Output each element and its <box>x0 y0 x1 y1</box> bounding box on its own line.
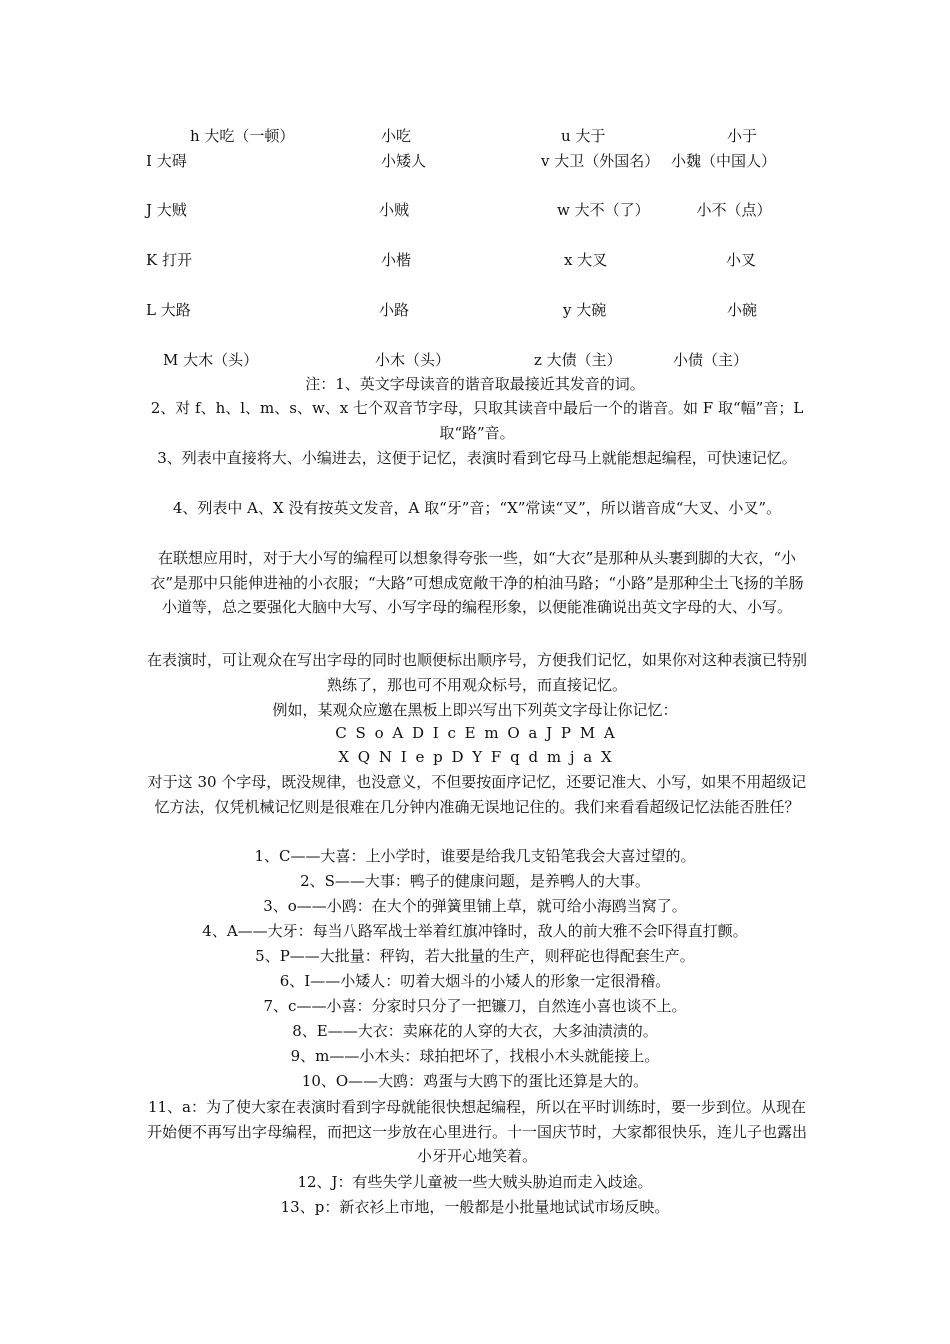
letter-sequence: X Q N I e p D Y F q d m j a X <box>338 748 612 766</box>
table-cell: u 大于 <box>561 127 606 145</box>
note-line: 注：1、英文字母读音的谐音取最接近其发音的词。 <box>305 375 645 393</box>
table-cell: 小不（点） <box>696 201 772 219</box>
list-item: 5、P——大批量：秤钩，若大批量的生产，则秤砣也得配套生产。 <box>255 947 695 965</box>
list-item: 3、o——小鸥：在大个的弹簧里铺上草，就可给小海鸥当窝了。 <box>263 897 687 915</box>
list-item: 10、O——大鸥：鸡蛋与大鸥下的蛋比还算是大的。 <box>301 1072 649 1090</box>
table-cell: 小碗 <box>726 301 758 319</box>
table-cell: v 大卫（外国名） <box>541 152 660 170</box>
table-cell: 小路 <box>379 301 410 319</box>
table-cell: 小楷 <box>381 251 412 269</box>
list-item: 12、J：有些失学儿童被一些大贼头胁迫而走入歧途。 <box>297 1173 653 1191</box>
note-paragraph: 2、对 f、h、l、m、s、w、x 七个双音节字母，只取其读音中最后一个的谐音。如 F 取“幅”音；L 取“路”音。 <box>150 399 804 442</box>
list-item: 4、A——大牙：每当八路军战士举着红旗冲锋时，敌人的前大雅不会吓得直打颤。 <box>202 922 748 940</box>
list-item: 8、E——大衣：卖麻花的人穿的大衣，大多油渍渍的。 <box>292 1022 658 1040</box>
table-cell: 小叉 <box>725 251 757 269</box>
list-item: 2、S——大事：鸭子的健康问题，是养鸭人的大事。 <box>300 872 650 890</box>
table-cell: K 打开 <box>146 251 192 269</box>
table-cell: 小于 <box>726 127 758 145</box>
table-cell: I 大碍 <box>146 152 187 170</box>
table-cell: 小木（头） <box>375 351 451 369</box>
table-cell: 小魏（中国人） <box>671 152 777 170</box>
body-paragraph: 在表演时，可让观众在写出字母的同时也顺便标出顺序号，方便我们记忆，如果你对这种表演已特别熟练了，那也可不用观众标号，而直接记忆。 <box>146 651 807 694</box>
letter-sequence: C S o A D I c E m O a J P M A <box>335 724 615 742</box>
list-item: 6、I——小矮人：叨着大烟斗的小矮人的形象一定很滑稽。 <box>279 972 671 990</box>
table-cell: y 大碗 <box>563 301 607 319</box>
table-cell: 小吃 <box>381 127 412 145</box>
body-paragraph: 在联想应用时，对于大小写的编程可以想象得夸张一些，如“大衣”是那种从头裹到脚的大衣，“小衣”是那中只能伸进袖的小衣服；“大路”可想成宽敞干净的柏油马路；“小路”是那种尘土飞扬的羊肠小道等，总之要强化大脑中大写、小写字母的编程形象，以便能准确说出英文字母的大、小写。 <box>150 549 804 616</box>
note-paragraph: 4、列表中 A、X 没有按英文发音，A 取“牙”音；“X”常读“叉”，所以谐音成“大叉、小叉”。 <box>172 499 782 517</box>
example-line: 例如，某观众应邀在黑板上即兴写出下列英文字母让你记忆： <box>272 701 678 719</box>
table-cell: L 大路 <box>146 301 191 319</box>
table-cell: z 大债（主） <box>534 351 622 369</box>
table-cell: J 大贼 <box>146 201 187 219</box>
body-paragraph: 对于这 30 个字母，既没规律，也没意义，不但要按面序记忆，还要记准大、小写，如果不用超级记忆方法，仅凭机械记忆则是很难在几分钟内准确无误地记住的。我们来看看超级记忆法能否胜任？ <box>147 773 807 816</box>
table-cell: w 大不（了） <box>557 201 650 219</box>
table-cell: x 大叉 <box>564 251 608 269</box>
table-cell: M 大木（头） <box>163 351 259 369</box>
table-cell: h 大吃（一顿） <box>190 127 295 145</box>
note-paragraph: 3、列表中直接将大、小编进去，这便于记忆，表演时看到它母马上就能想起编程，可快速记忆。 <box>157 449 797 467</box>
list-item: 1、C——大喜：上小学时，谁要是给我几支铅笔我会大喜过望的。 <box>254 847 696 865</box>
list-item: 13、p：新衣衫上市地，一般都是小批量地试试市场反映。 <box>280 1198 670 1216</box>
list-item: 7、c——小喜：分家时只分了一把镰刀，自然连小喜也谈不上。 <box>263 997 687 1015</box>
table-cell: 小债（主） <box>673 351 749 369</box>
list-item: 11、a：为了使大家在表演时看到字母就能很快想起编程，所以在平时训练时，要一步到位。从现在开始便不再写出字母编程，而把这一步放在心里进行。十一国庆节时，大家都很快乐，连儿子也露出小牙开心地笑着。 <box>146 1098 807 1165</box>
table-cell: 小矮人 <box>381 152 427 170</box>
table-cell: 小贼 <box>379 201 410 219</box>
list-item: 9、m——小木头：球拍把坏了，找根小木头就能接上。 <box>290 1047 660 1065</box>
